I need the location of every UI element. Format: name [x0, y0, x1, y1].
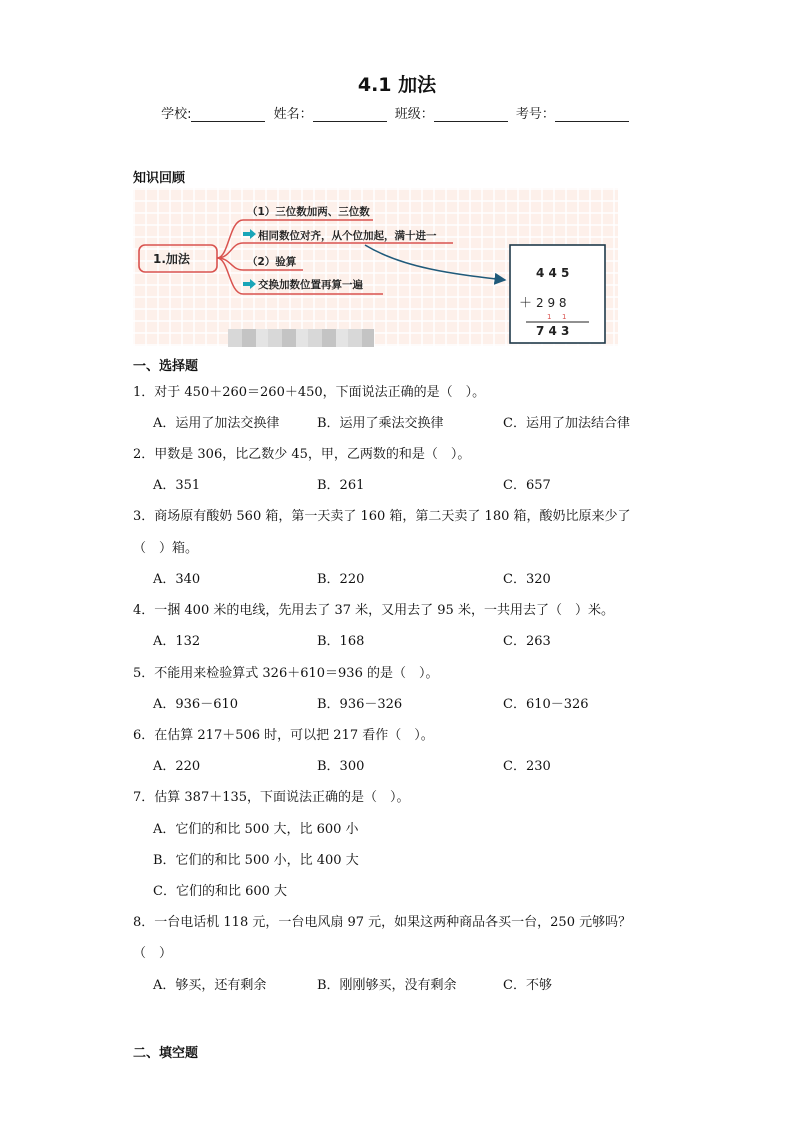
q2-option-a[interactable]: A．351 [153, 478, 201, 493]
q4-option-b[interactable]: B．168 [317, 634, 365, 649]
mind-map-svg [133, 188, 618, 346]
arrow-icon-2 [243, 279, 256, 289]
q1-option-a[interactable]: A．运用了加法交换律 [153, 416, 280, 431]
q4-option-a[interactable]: A．132 [153, 634, 201, 649]
question-1: 1．对于 450＋260＝260＋450，下面说法正确的是（ ）。 [133, 385, 486, 400]
mind-map-diagram [133, 188, 618, 346]
question-2: 2．甲数是 306，比乙数少 45，甲，乙两数的和是（ ）。 [133, 447, 471, 462]
calc-carry-1: 1 [547, 313, 552, 321]
q8-option-a[interactable]: A．够买，还有剩余 [153, 978, 267, 993]
branch-text-4: 交换加数位置再算一遍 [258, 279, 363, 291]
question-4: 4．一捆 400 米的电线，先用去了 37 米，又用去了 95 米，一共用去了（ ）米。 [133, 603, 614, 618]
calc-plus-sign: ＋ [519, 296, 533, 311]
q5-option-b[interactable]: B．936－326 [317, 697, 403, 712]
question-6: 6．在估算 217＋506 时，可以把 217 看作（ ）。 [133, 728, 434, 743]
question-3-continued: （ ）箱。 [133, 541, 199, 556]
root-node-label: 1.加法 [153, 252, 190, 266]
q1-option-c[interactable]: C．运用了加法结合律 [503, 416, 630, 431]
q8-option-b[interactable]: B．刚刚够买，没有剩余 [317, 978, 457, 993]
q3-option-c[interactable]: C．320 [503, 572, 551, 587]
q7-option-a[interactable]: A．它们的和比 500 大，比 600 小 [153, 822, 359, 837]
page-title: 4.1 加法 [357, 74, 437, 96]
branch-text-1: （1）三位数加两、三位数 [247, 206, 370, 218]
q5-option-c[interactable]: C．610－326 [503, 697, 589, 712]
calc-top-number: 4 4 5 [536, 266, 570, 280]
calc-carry-2: 1 [562, 313, 567, 321]
blurred-watermark [228, 329, 374, 347]
branch-text-3: （2）验算 [247, 256, 297, 268]
q6-option-c[interactable]: C．230 [503, 759, 551, 774]
exam-number-blank[interactable] [555, 107, 629, 122]
exam-number-label: 考号： [515, 107, 555, 122]
calc-result: 7 4 3 [536, 324, 570, 338]
name-label: 姓名： [273, 107, 313, 122]
section1-heading: 一、选择题 [133, 359, 199, 374]
school-label: 学校: [161, 107, 192, 122]
student-info-line [0, 103, 794, 122]
q1-option-b[interactable]: B．运用了乘法交换律 [317, 416, 444, 431]
q8-option-c[interactable]: C．不够 [503, 978, 552, 993]
q2-option-b[interactable]: B．261 [317, 478, 365, 493]
question-3: 3．商场原有酸奶 560 箱，第一天卖了 160 箱，第二天卖了 180 箱，酸奶比原来少了 [133, 509, 631, 524]
q5-option-a[interactable]: A．936－610 [153, 697, 239, 712]
q6-option-b[interactable]: B．300 [317, 759, 365, 774]
q4-option-c[interactable]: C．263 [503, 634, 551, 649]
question-7: 7．估算 387＋135，下面说法正确的是（ ）。 [133, 790, 410, 805]
name-blank[interactable] [313, 107, 387, 122]
question-8: 8．一台电话机 118 元，一台电风扇 97 元，如果这两种商品各买一台，250 元够吗？ [133, 915, 632, 930]
school-blank[interactable] [191, 107, 265, 122]
question-5: 5．不能用来检验算式 326＋610＝936 的是（ ）。 [133, 666, 439, 681]
question-8-continued: （ ） [133, 946, 173, 961]
calc-second-number: 2 9 8 [536, 296, 567, 310]
q7-option-b[interactable]: B．它们的和比 500 小，比 400 大 [153, 853, 359, 868]
review-heading: 知识回顾 [133, 171, 186, 186]
class-label: 班级： [394, 107, 434, 122]
class-blank[interactable] [434, 107, 508, 122]
q3-option-b[interactable]: B．220 [317, 572, 365, 587]
branch-text-2: 相同数位对齐，从个位加起，满十进一 [258, 230, 437, 242]
q3-option-a[interactable]: A．340 [153, 572, 201, 587]
connector-arrow [365, 245, 505, 280]
q6-option-a[interactable]: A．220 [153, 759, 201, 774]
q2-option-c[interactable]: C．657 [503, 478, 551, 493]
arrow-icon-1 [243, 229, 256, 239]
section2-heading: 二、填空题 [133, 1046, 199, 1061]
q7-option-c[interactable]: C．它们的和比 600 大 [153, 884, 288, 899]
